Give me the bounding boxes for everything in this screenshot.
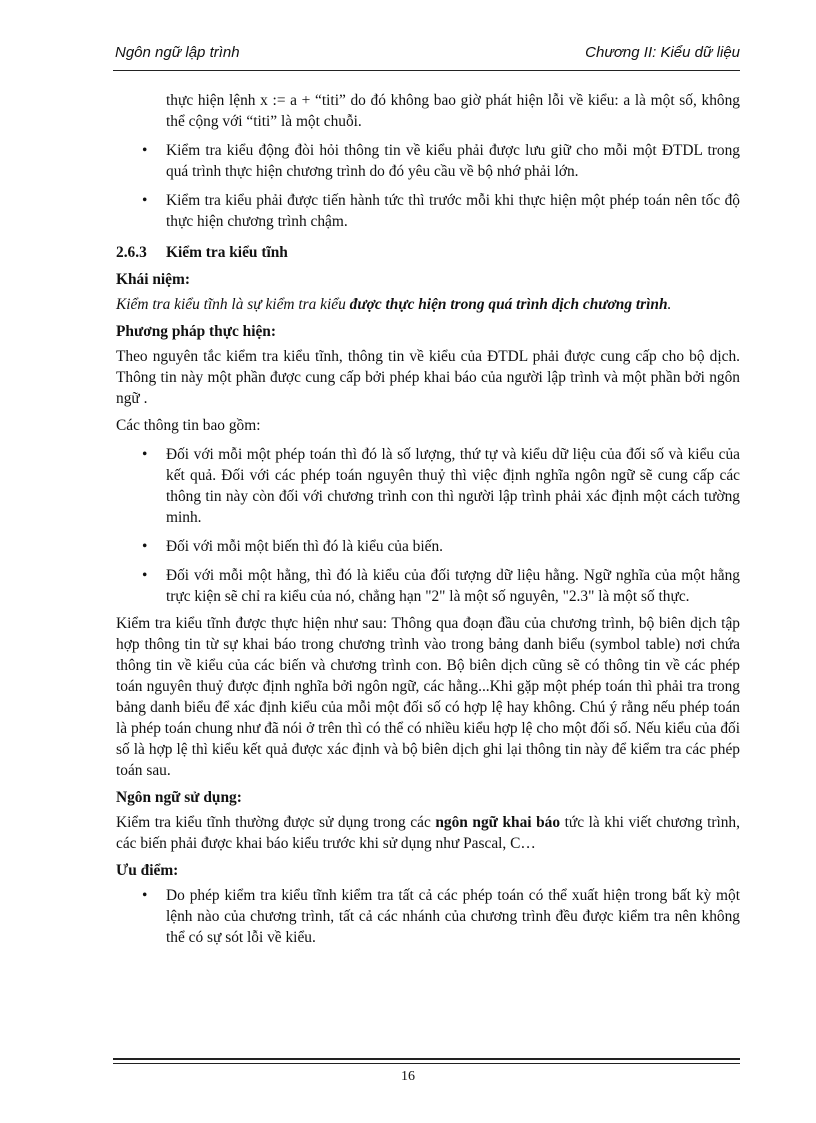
list-item: • Đối với mỗi một hằng, thì đó là kiểu của đối tượng dữ liệu hằng. Ngữ nghĩa của một hằng trực kiện sẽ chỉ ra kiểu của nó, chẳng hạn "2" là một số nguyên, "2.3" là một số thực. — [116, 565, 740, 607]
languages-text-end: tức là khi viết chương trình, các biến phải được khai báo kiểu trước khi sử dụng như Pascal, C… — [116, 814, 740, 852]
process-paragraph: Kiểm tra kiểu tĩnh được thực hiện như sau: Thông qua đoạn đầu của chương trình, bộ biên dịch tập hợp thông tin từ sự khai báo trong chương trình vào trong bảng danh biểu (symbol table) nơi chứa thông tin về kiểu của các biến và chương trình con. Bộ biên dịch cũng sẽ có thông tin về các phép toán nguyên thuỷ được định nghĩa bởi ngôn ngữ, các hằng...Khi gặp một phép toán thì phải tra trong bảng danh biểu để xác định kiểu của mỗi một đối số có hợp lệ hay không. Chú ý rằng nếu phép toán là phép toán chung như đã nói ở trên thì có thể có nhiều kiểu hợp lệ cho một đối số. Nếu kiểu của đối số là hợp lệ thì kiểu kết quả được xác định và bộ biên dịch ghi lại thông tin này để kiểm tra các phép toán sau. — [116, 615, 740, 779]
section-heading — [116, 242, 740, 263]
page-header — [113, 44, 740, 66]
languages-emphasis: ngôn ngữ khai báo — [435, 814, 561, 831]
method-intro: Theo nguyên tắc kiểm tra kiểu tĩnh, thông tin về kiểu của ĐTDL phải được cung cấp cho bộ dịch. Thông tin này một phần được cung cấp bởi phép khai báo của người lập trình và một phần bởi ngôn ngữ . — [116, 348, 740, 407]
info-bullets — [116, 444, 740, 607]
page-body — [116, 90, 740, 948]
continued-paragraph: thực hiện lệnh x := a + “titi” do đó không bao giờ phát hiện lỗi về kiểu: a là một số, không thể cộng với “titi” là một chuỗi. — [166, 92, 740, 130]
dynamic-check-bullets — [116, 140, 740, 232]
list-item: • Kiểm tra kiểu động đòi hỏi thông tin về kiểu phải được lưu giữ cho mỗi một ĐTDL trong quá trình thực hiện chương trình do đó yêu cầu về bộ nhớ phải lớn. — [116, 140, 740, 182]
list-item: • Do phép kiểm tra kiểu tĩnh kiểm tra tất cả các phép toán có thể xuất hiện trong bất kỳ một lệnh nào của chương trình, tất cả các nhánh của chương trình đều được kiểm tra nên không thể có sự sót lỗi về kiểu. — [116, 885, 740, 948]
header-book-title: Ngôn ngữ lập trình — [115, 44, 240, 61]
header-chapter-title: Chương II: Kiểu dữ liệu — [585, 44, 740, 61]
page-number: 16 — [401, 1069, 415, 1084]
section-number: 2.6.3 — [116, 244, 147, 261]
footer-rule-thick — [113, 1058, 740, 1060]
concept-label: Khái niệm: — [116, 271, 190, 288]
list-item: • Đối với mỗi một phép toán thì đó là số lượng, thứ tự và kiểu dữ liệu của đối số và kiểu của kết quả. Đối với các phép toán nguyên thuỷ thì việc định nghĩa ngôn ngữ sẽ cung cấp các thông tin này còn đối với chương trình con thì người lập trình phải xác định một cách tường minh. — [116, 444, 740, 528]
concept-end: . — [667, 296, 672, 313]
list-item: • Đối với mỗi một biến thì đó là kiểu của biến. — [116, 536, 740, 557]
info-lead: Các thông tin bao gồm: — [116, 417, 261, 434]
list-item: • Kiểm tra kiểu phải được tiến hành tức thì trước mỗi khi thực hiện một phép toán nên tốc độ thực hiện chương trình chậm. — [116, 190, 740, 232]
footer-rule-thin — [113, 1063, 740, 1064]
advantages-label: Ưu điểm: — [116, 862, 179, 879]
header-rule — [113, 70, 740, 71]
concept-emphasis: được thực hiện trong quá trình dịch chương trình — [349, 296, 668, 313]
advantages-bullets — [116, 885, 740, 948]
languages-label: Ngôn ngữ sử dụng: — [116, 789, 242, 806]
concept-text: Kiểm tra kiểu tĩnh là sự kiểm tra kiểu — [116, 296, 350, 313]
languages-paragraph — [116, 812, 740, 854]
concept-definition — [116, 294, 740, 315]
languages-text: Kiểm tra kiểu tĩnh thường được sử dụng trong các — [116, 814, 436, 831]
section-title: Kiểm tra kiểu tĩnh — [166, 244, 288, 261]
method-label: Phương pháp thực hiện: — [116, 323, 276, 340]
